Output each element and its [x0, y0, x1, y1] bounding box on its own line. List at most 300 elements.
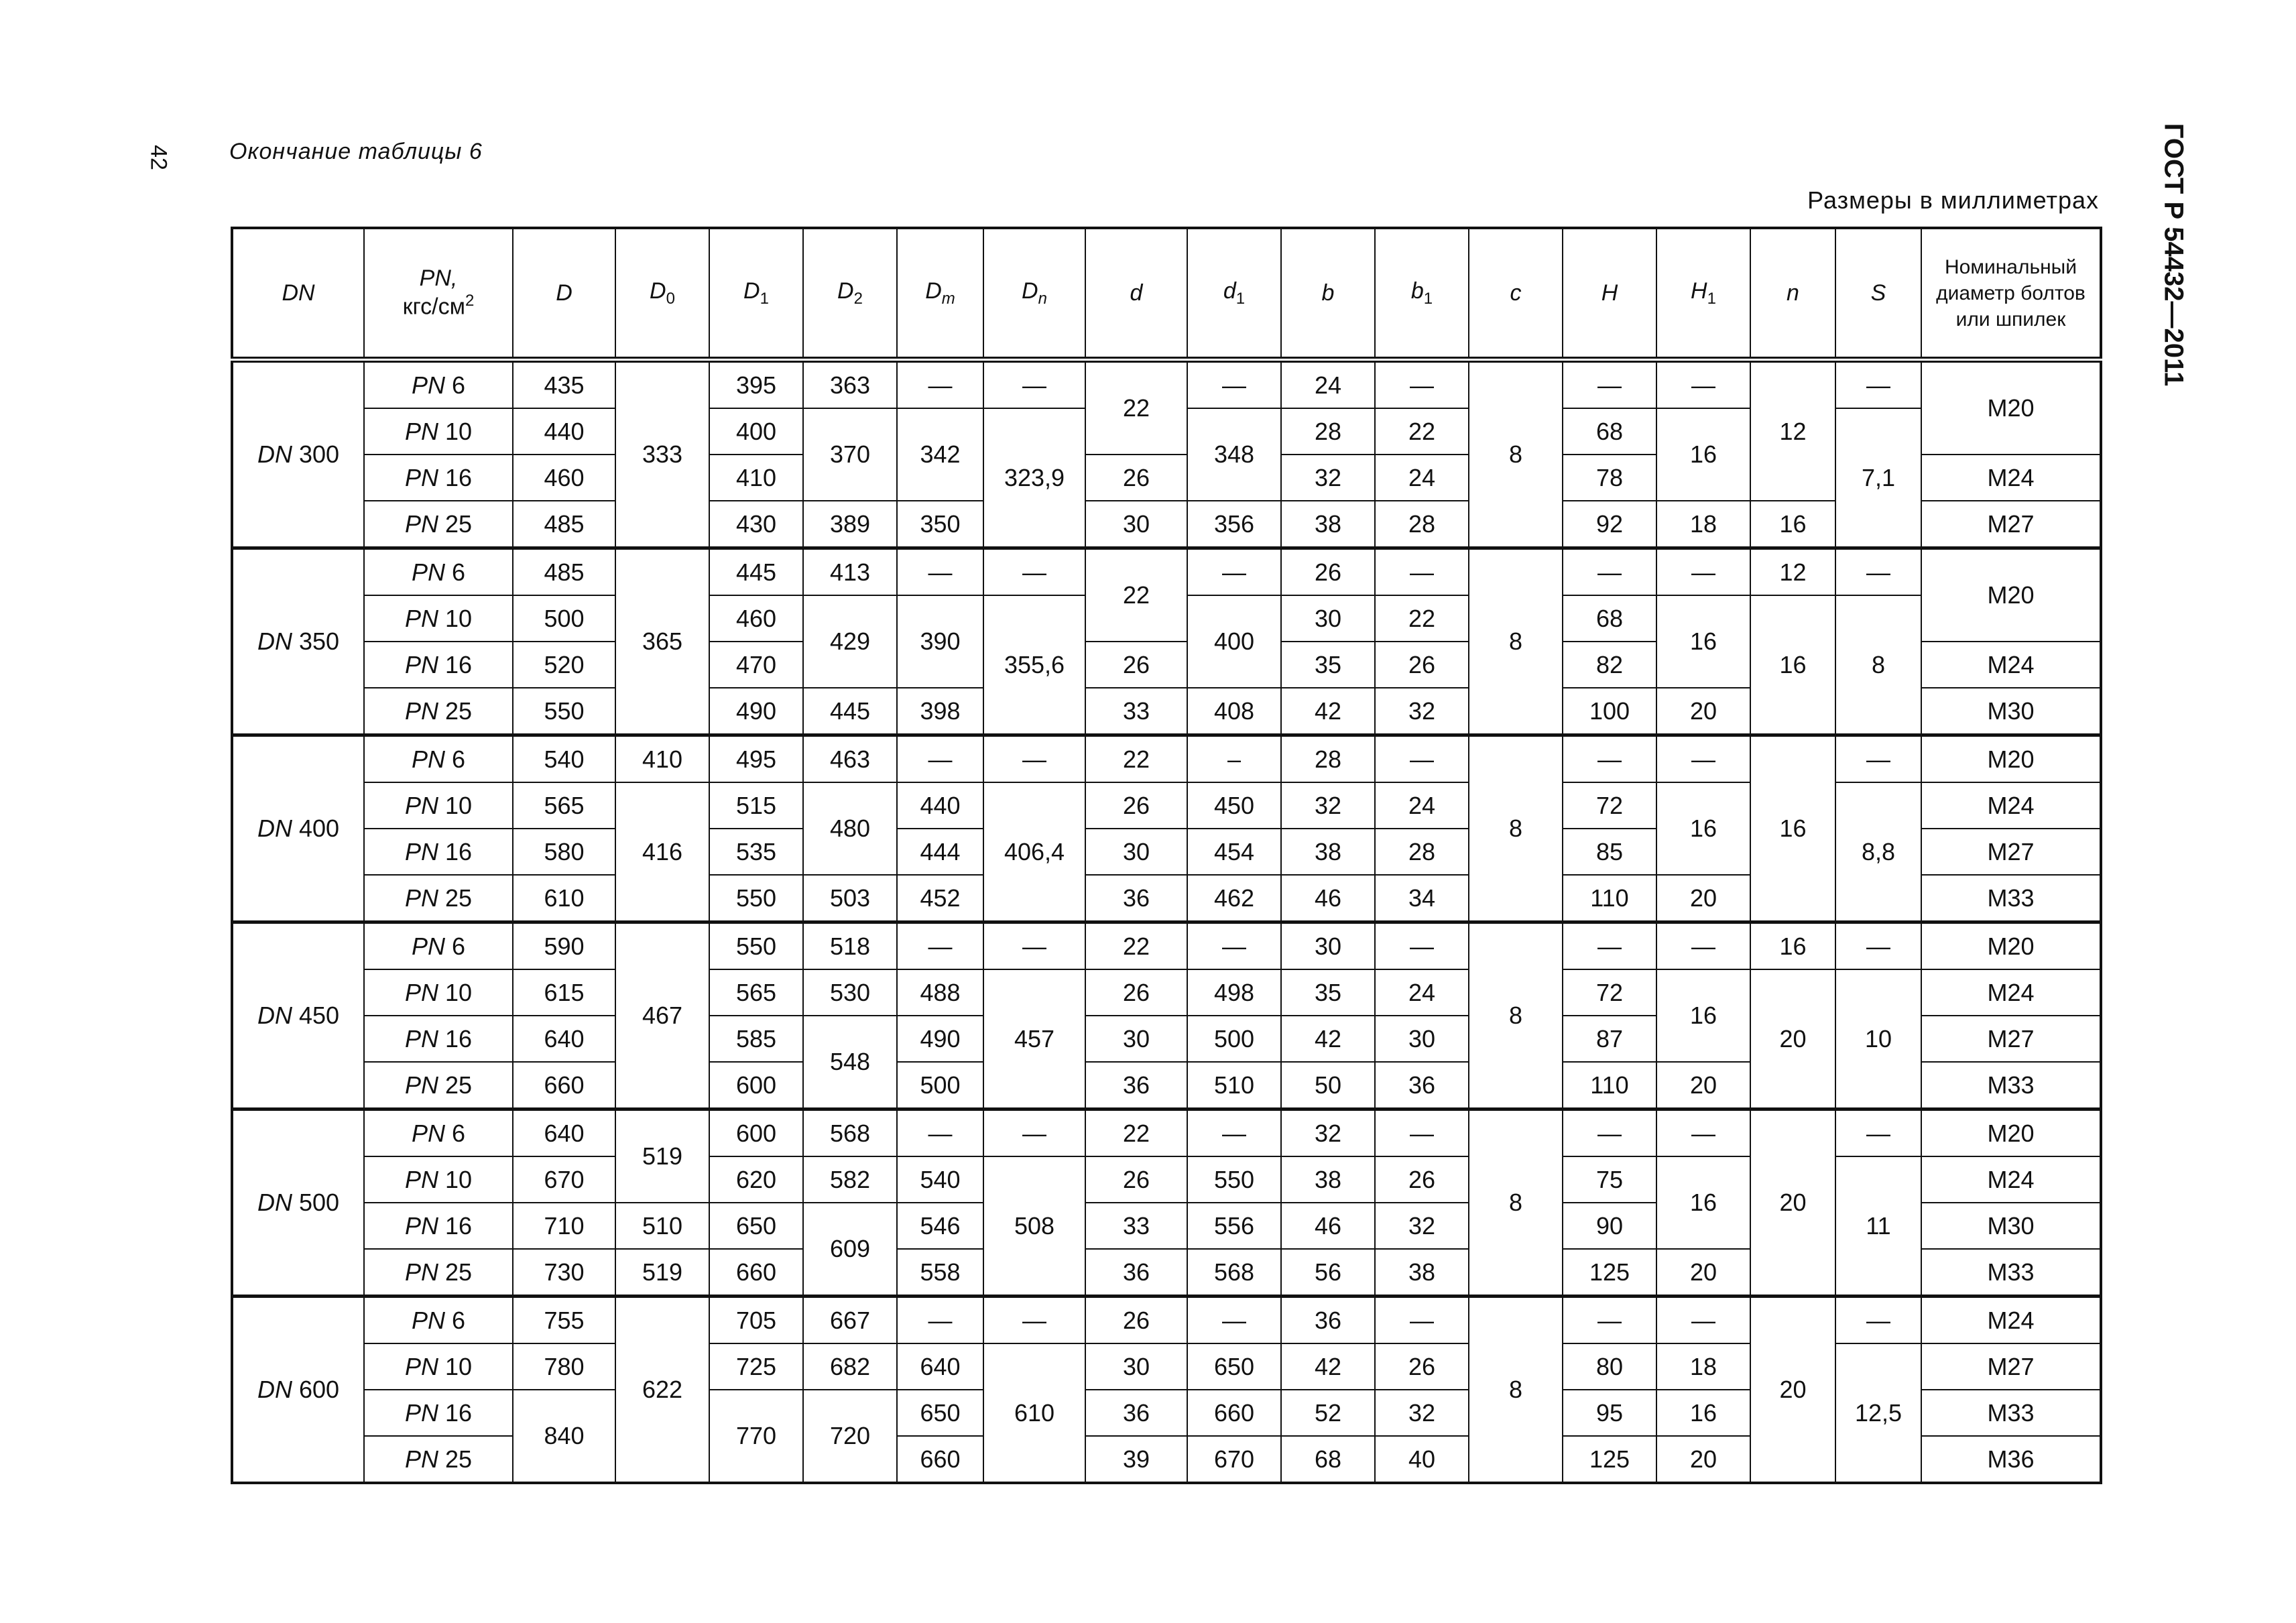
- d1-cell: 556: [1187, 1203, 1281, 1249]
- H-cell: —: [1563, 735, 1656, 783]
- pn-cell: PN 10: [364, 969, 513, 1016]
- D0-cell: 416: [615, 782, 709, 922]
- D1-cell: 400: [709, 408, 803, 455]
- col-b: b: [1281, 228, 1375, 360]
- D1-cell: 620: [709, 1156, 803, 1203]
- D1-cell: 650: [709, 1203, 803, 1249]
- pn-cell: PN 10: [364, 1343, 513, 1390]
- b-cell: 36: [1281, 1297, 1375, 1344]
- Dn-cell: —: [983, 1109, 1085, 1157]
- D1-cell: 535: [709, 829, 803, 875]
- Dm-cell: —: [897, 360, 983, 409]
- D-cell: 755: [513, 1297, 615, 1344]
- D0-cell: 410: [615, 735, 709, 783]
- b1-cell: —: [1375, 548, 1469, 596]
- Dm-cell: 660: [897, 1436, 983, 1483]
- D1-cell: 515: [709, 782, 803, 829]
- H-cell: 110: [1563, 875, 1656, 922]
- D2-cell: 429: [803, 595, 897, 688]
- D1-cell: 550: [709, 875, 803, 922]
- H-cell: 68: [1563, 408, 1656, 455]
- pn-cell: PN 25: [364, 875, 513, 922]
- d-cell: 36: [1085, 875, 1187, 922]
- pn-cell: PN 16: [364, 1390, 513, 1436]
- Dm-cell: 444: [897, 829, 983, 875]
- d-cell: 33: [1085, 1203, 1187, 1249]
- D1-cell: 600: [709, 1062, 803, 1109]
- d1-cell: 462: [1187, 875, 1281, 922]
- D1-cell: 565: [709, 969, 803, 1016]
- D1-cell: 705: [709, 1297, 803, 1344]
- b-cell: 42: [1281, 1343, 1375, 1390]
- pn-cell: PN 6: [364, 548, 513, 596]
- b-cell: 28: [1281, 408, 1375, 455]
- D2-cell: 568: [803, 1109, 897, 1157]
- b1-cell: 26: [1375, 642, 1469, 688]
- bolt-cell: М20: [1921, 735, 2101, 783]
- D-cell: 640: [513, 1109, 615, 1157]
- Dn-cell: 406,4: [983, 782, 1085, 922]
- S-cell: 8,8: [1835, 782, 1921, 922]
- b1-cell: 30: [1375, 1016, 1469, 1062]
- Dm-cell: 640: [897, 1343, 983, 1390]
- pn-cell: PN 16: [364, 455, 513, 501]
- bolt-cell: М24: [1921, 1156, 2101, 1203]
- col-Dm: $D_m$: [897, 228, 983, 360]
- H-cell: 80: [1563, 1343, 1656, 1390]
- d-cell: 26: [1085, 455, 1187, 501]
- D0-cell: 510: [615, 1203, 709, 1249]
- table-row: [232, 969, 2101, 1016]
- H-cell: 90: [1563, 1203, 1656, 1249]
- bolt-cell: М24: [1921, 455, 2101, 501]
- dn-cell: DN 300: [232, 360, 364, 548]
- bolt-cell: М33: [1921, 875, 2101, 922]
- D2-cell: 363: [803, 360, 897, 409]
- bolt-cell: М24: [1921, 782, 2101, 829]
- d1-cell: —: [1187, 1109, 1281, 1157]
- bolt-cell: М27: [1921, 501, 2101, 548]
- bolt-cell: М33: [1921, 1062, 2101, 1109]
- col-d: d: [1085, 228, 1187, 360]
- D-cell: 485: [513, 548, 615, 596]
- H1-cell: 16: [1656, 595, 1750, 688]
- bolt-cell: М27: [1921, 1016, 2101, 1062]
- Dm-cell: 490: [897, 1016, 983, 1062]
- header-row: [232, 228, 2101, 360]
- Dn-cell: 355,6: [983, 595, 1085, 735]
- b1-cell: 28: [1375, 829, 1469, 875]
- col-S: S: [1835, 228, 1921, 360]
- d-cell: 33: [1085, 688, 1187, 735]
- pn-cell: PN 10: [364, 595, 513, 642]
- Dm-cell: 398: [897, 688, 983, 735]
- D2-cell: 582: [803, 1156, 897, 1203]
- b-cell: 50: [1281, 1062, 1375, 1109]
- d-cell: 22: [1085, 735, 1187, 783]
- H1-cell: 20: [1656, 1062, 1750, 1109]
- b1-cell: —: [1375, 360, 1469, 409]
- D-cell: 590: [513, 922, 615, 970]
- n-cell: 16: [1750, 922, 1835, 970]
- S-cell: 12,5: [1835, 1343, 1921, 1483]
- standard-designation: ГОСТ Р 54432—2011: [2159, 123, 2189, 387]
- D-cell: 565: [513, 782, 615, 829]
- flange-dimensions-table: [231, 227, 2102, 1484]
- d1-cell: 498: [1187, 969, 1281, 1016]
- d1-cell: —: [1187, 1297, 1281, 1344]
- b-cell: 32: [1281, 782, 1375, 829]
- c-cell: 8: [1469, 1109, 1563, 1297]
- b1-cell: 32: [1375, 688, 1469, 735]
- page-number: 42: [145, 145, 172, 170]
- D-cell: 485: [513, 501, 615, 548]
- S-cell: 10: [1835, 969, 1921, 1109]
- d1-cell: —: [1187, 360, 1281, 409]
- H-cell: —: [1563, 1109, 1656, 1157]
- H1-cell: 16: [1656, 1156, 1750, 1249]
- c-cell: 8: [1469, 1297, 1563, 1484]
- c-cell: 8: [1469, 548, 1563, 735]
- Dn-cell: —: [983, 360, 1085, 409]
- H-cell: 125: [1563, 1249, 1656, 1297]
- D-cell: 710: [513, 1203, 615, 1249]
- dn-cell: DN 500: [232, 1109, 364, 1297]
- d1-cell: 348: [1187, 408, 1281, 501]
- b-cell: 38: [1281, 829, 1375, 875]
- d-cell: 22: [1085, 360, 1187, 455]
- D1-cell: 445: [709, 548, 803, 596]
- Dm-cell: 390: [897, 595, 983, 688]
- H-cell: 87: [1563, 1016, 1656, 1062]
- H-cell: —: [1563, 922, 1656, 970]
- D-cell: 520: [513, 642, 615, 688]
- b1-cell: 38: [1375, 1249, 1469, 1297]
- pn-cell: PN 6: [364, 1109, 513, 1157]
- Dn-cell: 323,9: [983, 408, 1085, 548]
- H-cell: 72: [1563, 969, 1656, 1016]
- D-cell: 780: [513, 1343, 615, 1390]
- H1-cell: 18: [1656, 501, 1750, 548]
- Dm-cell: —: [897, 735, 983, 783]
- d-cell: 30: [1085, 829, 1187, 875]
- b1-cell: 32: [1375, 1203, 1469, 1249]
- b-cell: 68: [1281, 1436, 1375, 1483]
- col-pn: PN, кгс/$см^2$: [364, 228, 513, 360]
- D-cell: 660: [513, 1062, 615, 1109]
- b1-cell: 24: [1375, 782, 1469, 829]
- d1-cell: 550: [1187, 1156, 1281, 1203]
- d1-cell: 454: [1187, 829, 1281, 875]
- Dm-cell: 500: [897, 1062, 983, 1109]
- pn-cell: PN 10: [364, 1156, 513, 1203]
- bolt-cell: М27: [1921, 829, 2101, 875]
- d-cell: 30: [1085, 501, 1187, 548]
- d1-cell: 650: [1187, 1343, 1281, 1390]
- pn-cell: PN 10: [364, 408, 513, 455]
- n-cell: 16: [1750, 595, 1835, 735]
- b-cell: 35: [1281, 969, 1375, 1016]
- d1-cell: 500: [1187, 1016, 1281, 1062]
- dn-cell: DN 350: [232, 548, 364, 735]
- pn-cell: PN 16: [364, 1016, 513, 1062]
- S-cell: —: [1835, 548, 1921, 596]
- H1-cell: 20: [1656, 1436, 1750, 1483]
- b-cell: 52: [1281, 1390, 1375, 1436]
- d1-cell: —: [1187, 922, 1281, 970]
- D0-cell: 519: [615, 1109, 709, 1203]
- D1-cell: 495: [709, 735, 803, 783]
- d-cell: 36: [1085, 1062, 1187, 1109]
- D0-cell: 622: [615, 1297, 709, 1484]
- units-note: Размеры в миллиметрах: [1807, 186, 2099, 214]
- b-cell: 42: [1281, 688, 1375, 735]
- H-cell: —: [1563, 360, 1656, 409]
- D2-cell: 518: [803, 922, 897, 970]
- table-row: [232, 922, 2101, 970]
- pn-cell: PN 25: [364, 501, 513, 548]
- table-row: [232, 1109, 2101, 1157]
- D-cell: 440: [513, 408, 615, 455]
- H1-cell: 20: [1656, 1249, 1750, 1297]
- col-H: H: [1563, 228, 1656, 360]
- Dm-cell: —: [897, 922, 983, 970]
- col-D0: $D_0$: [615, 228, 709, 360]
- pn-cell: PN 25: [364, 1436, 513, 1483]
- D1-cell: 395: [709, 360, 803, 409]
- b-cell: 32: [1281, 1109, 1375, 1157]
- table-row: [232, 501, 2101, 548]
- d-cell: 39: [1085, 1436, 1187, 1483]
- pn-cell: PN 6: [364, 922, 513, 970]
- b1-cell: 32: [1375, 1390, 1469, 1436]
- D0-cell: 519: [615, 1249, 709, 1297]
- D2-cell: 389: [803, 501, 897, 548]
- dn-cell: DN 450: [232, 922, 364, 1109]
- Dm-cell: 440: [897, 782, 983, 829]
- D-cell: 610: [513, 875, 615, 922]
- D1-cell: 470: [709, 642, 803, 688]
- D1-cell: 585: [709, 1016, 803, 1062]
- D-cell: 580: [513, 829, 615, 875]
- b1-cell: 24: [1375, 455, 1469, 501]
- S-cell: 8: [1835, 595, 1921, 735]
- b-cell: 26: [1281, 548, 1375, 596]
- d-cell: 36: [1085, 1249, 1187, 1297]
- d1-cell: 510: [1187, 1062, 1281, 1109]
- bolt-cell: М30: [1921, 1203, 2101, 1249]
- b-cell: 38: [1281, 501, 1375, 548]
- D-cell: 615: [513, 969, 615, 1016]
- col-b1: $b_1$: [1375, 228, 1469, 360]
- b1-cell: —: [1375, 922, 1469, 970]
- b1-cell: 22: [1375, 595, 1469, 642]
- col-c: c: [1469, 228, 1563, 360]
- n-cell: 16: [1750, 501, 1835, 548]
- D-cell: 640: [513, 1016, 615, 1062]
- D2-cell: 530: [803, 969, 897, 1016]
- d1-cell: 660: [1187, 1390, 1281, 1436]
- c-cell: 8: [1469, 360, 1563, 548]
- Dn-cell: 457: [983, 969, 1085, 1109]
- bolt-cell: М24: [1921, 642, 2101, 688]
- D1-cell: 460: [709, 595, 803, 642]
- H1-cell: —: [1656, 360, 1750, 409]
- D2-cell: 720: [803, 1390, 897, 1483]
- H-cell: 100: [1563, 688, 1656, 735]
- pn-cell: PN 6: [364, 1297, 513, 1344]
- b1-cell: 28: [1375, 501, 1469, 548]
- D0-cell: 467: [615, 922, 709, 1109]
- col-bolt-diameter: Номинальный диаметр болтов или шпилек: [1921, 228, 2101, 360]
- pn-cell: PN 16: [364, 642, 513, 688]
- D1-cell: 600: [709, 1109, 803, 1157]
- Dn-cell: —: [983, 735, 1085, 783]
- b-cell: 46: [1281, 1203, 1375, 1249]
- H1-cell: 20: [1656, 875, 1750, 922]
- n-cell: 20: [1750, 1109, 1835, 1297]
- Dm-cell: 650: [897, 1390, 983, 1436]
- d1-cell: 400: [1187, 595, 1281, 688]
- D2-cell: 548: [803, 1016, 897, 1109]
- col-d1: $d_1$: [1187, 228, 1281, 360]
- D2-cell: 413: [803, 548, 897, 596]
- Dm-cell: 488: [897, 969, 983, 1016]
- d-cell: 22: [1085, 1109, 1187, 1157]
- bolt-cell: М24: [1921, 969, 2101, 1016]
- D1-cell: 550: [709, 922, 803, 970]
- H1-cell: 20: [1656, 688, 1750, 735]
- b-cell: 46: [1281, 875, 1375, 922]
- bolt-cell: М20: [1921, 1109, 2101, 1157]
- b-cell: 30: [1281, 595, 1375, 642]
- pn-cell: PN 6: [364, 360, 513, 409]
- col-D1: $D_1$: [709, 228, 803, 360]
- dn-cell: DN 400: [232, 735, 364, 922]
- Dm-cell: 540: [897, 1156, 983, 1203]
- col-dn: DN: [232, 228, 364, 360]
- D1-cell: 430: [709, 501, 803, 548]
- pn-cell: PN 25: [364, 1249, 513, 1297]
- D2-cell: 503: [803, 875, 897, 922]
- pn-cell: PN 16: [364, 829, 513, 875]
- H-cell: —: [1563, 1297, 1656, 1344]
- D1-cell: 770: [709, 1390, 803, 1483]
- D-cell: 550: [513, 688, 615, 735]
- col-n: n: [1750, 228, 1835, 360]
- D2-cell: 609: [803, 1203, 897, 1297]
- S-cell: —: [1835, 1297, 1921, 1344]
- b-cell: 56: [1281, 1249, 1375, 1297]
- H1-cell: —: [1656, 735, 1750, 783]
- d1-cell: —: [1187, 548, 1281, 596]
- d-cell: 26: [1085, 782, 1187, 829]
- Dn-cell: —: [983, 1297, 1085, 1344]
- Dm-cell: 558: [897, 1249, 983, 1297]
- H-cell: 78: [1563, 455, 1656, 501]
- Dm-cell: —: [897, 1297, 983, 1344]
- Dn-cell: —: [983, 922, 1085, 970]
- b-cell: 28: [1281, 735, 1375, 783]
- H-cell: 110: [1563, 1062, 1656, 1109]
- d1-cell: 356: [1187, 501, 1281, 548]
- b-cell: 24: [1281, 360, 1375, 409]
- d-cell: 22: [1085, 922, 1187, 970]
- D2-cell: 682: [803, 1343, 897, 1390]
- H-cell: 75: [1563, 1156, 1656, 1203]
- D2-cell: 370: [803, 408, 897, 501]
- d1-cell: 408: [1187, 688, 1281, 735]
- b-cell: 35: [1281, 642, 1375, 688]
- d-cell: 26: [1085, 1297, 1187, 1344]
- d-cell: 36: [1085, 1390, 1187, 1436]
- d1-cell: 670: [1187, 1436, 1281, 1483]
- bolt-cell: М20: [1921, 360, 2101, 455]
- bolt-cell: М24: [1921, 1297, 2101, 1344]
- pn-cell: PN 6: [364, 735, 513, 783]
- D2-cell: 445: [803, 688, 897, 735]
- D2-cell: 667: [803, 1297, 897, 1344]
- H1-cell: —: [1656, 1109, 1750, 1157]
- D1-cell: 490: [709, 688, 803, 735]
- H-cell: 92: [1563, 501, 1656, 548]
- H-cell: 125: [1563, 1436, 1656, 1483]
- d-cell: 30: [1085, 1343, 1187, 1390]
- b1-cell: —: [1375, 1297, 1469, 1344]
- d-cell: 30: [1085, 1016, 1187, 1062]
- H1-cell: 16: [1656, 1390, 1750, 1436]
- Dm-cell: 452: [897, 875, 983, 922]
- n-cell: 20: [1750, 1297, 1835, 1484]
- D-cell: 500: [513, 595, 615, 642]
- H-cell: —: [1563, 548, 1656, 596]
- D-cell: 840: [513, 1390, 615, 1483]
- bolt-cell: М20: [1921, 922, 2101, 970]
- Dm-cell: 342: [897, 408, 983, 501]
- bolt-cell: М33: [1921, 1249, 2101, 1297]
- H1-cell: 18: [1656, 1343, 1750, 1390]
- b1-cell: 34: [1375, 875, 1469, 922]
- pn-cell: PN 25: [364, 1062, 513, 1109]
- b1-cell: 26: [1375, 1343, 1469, 1390]
- S-cell: 11: [1835, 1156, 1921, 1297]
- b1-cell: 26: [1375, 1156, 1469, 1203]
- D0-cell: 333: [615, 360, 709, 548]
- col-Dn: $D_n$: [983, 228, 1085, 360]
- Dm-cell: —: [897, 548, 983, 596]
- pn-cell: PN 16: [364, 1203, 513, 1249]
- b-cell: 38: [1281, 1156, 1375, 1203]
- D0-cell: 365: [615, 548, 709, 735]
- H1-cell: 16: [1656, 782, 1750, 875]
- col-D2: $D_2$: [803, 228, 897, 360]
- d-cell: 22: [1085, 548, 1187, 642]
- D-cell: 435: [513, 360, 615, 409]
- S-cell: —: [1835, 922, 1921, 970]
- b1-cell: —: [1375, 1109, 1469, 1157]
- H-cell: 85: [1563, 829, 1656, 875]
- b1-cell: 40: [1375, 1436, 1469, 1483]
- d1-cell: 450: [1187, 782, 1281, 829]
- bolt-cell: М27: [1921, 1343, 2101, 1390]
- table-row: [232, 1297, 2101, 1344]
- b1-cell: 22: [1375, 408, 1469, 455]
- Dm-cell: —: [897, 1109, 983, 1157]
- b1-cell: 36: [1375, 1062, 1469, 1109]
- H-cell: 68: [1563, 595, 1656, 642]
- D-cell: 670: [513, 1156, 615, 1203]
- H1-cell: —: [1656, 1297, 1750, 1344]
